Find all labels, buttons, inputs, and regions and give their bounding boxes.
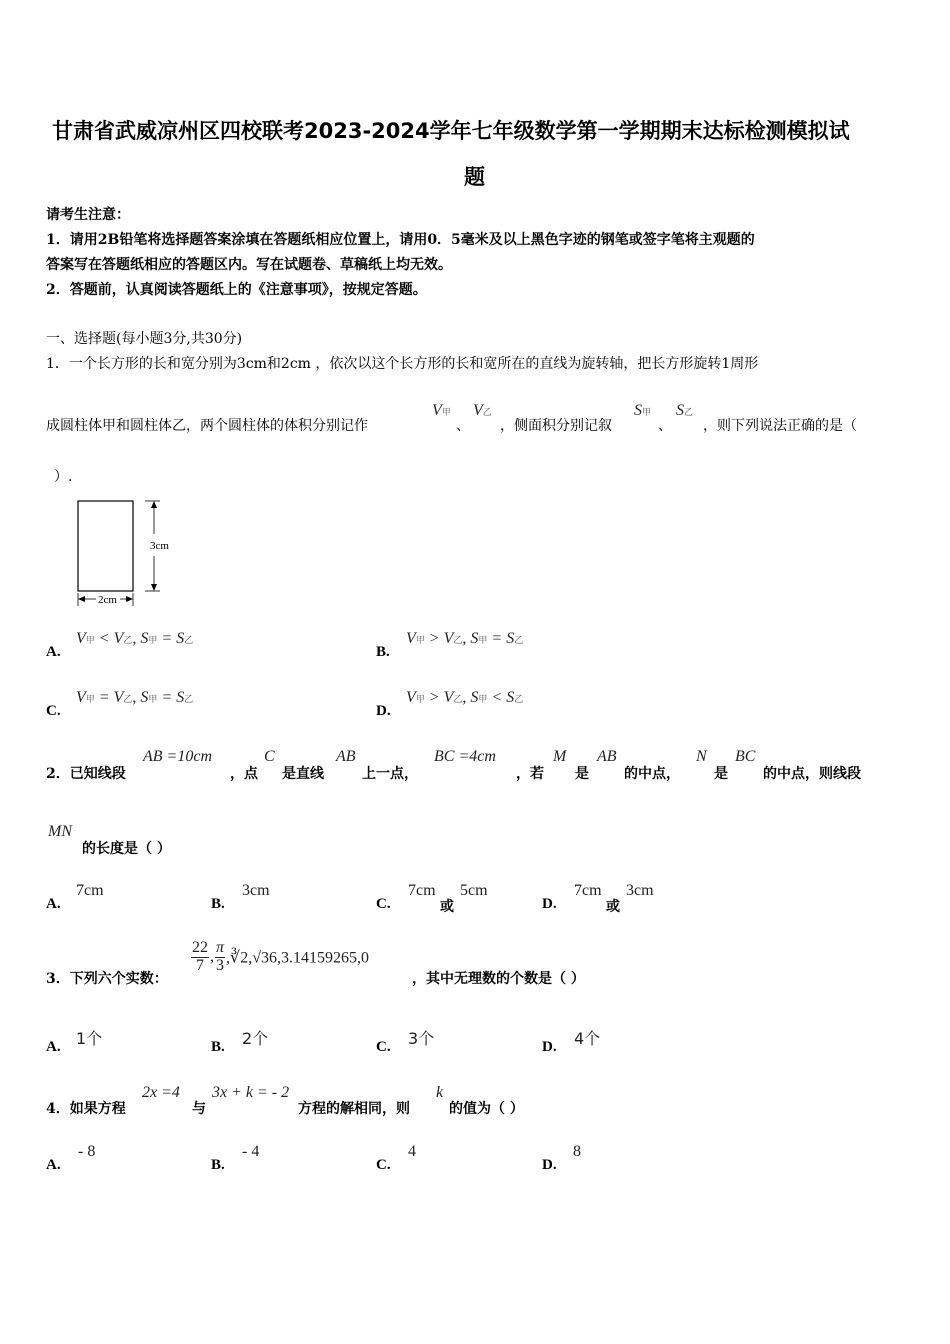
q4-option-d[interactable]: 8: [573, 1143, 581, 1160]
q2-option-d-label[interactable]: D.: [542, 896, 557, 912]
q1-s-jia: S甲: [634, 402, 652, 419]
q1-option-b-label[interactable]: B.: [376, 644, 390, 660]
q3-option-a-label[interactable]: A.: [46, 1039, 61, 1055]
notice-heading: 请考生注意：: [46, 207, 130, 223]
q2-math-ab2: AB: [336, 748, 356, 765]
q4-option-a[interactable]: - 8: [78, 1143, 96, 1160]
q1-stem-line1: 1．一个长方形的长和宽分别为3cm和2cm ，依次以这个长方形的长和宽所在的直线为旋转轴，把长方形旋转1周形: [46, 356, 759, 372]
q2-option-a-label[interactable]: A.: [46, 896, 61, 912]
q2-option-c-v2[interactable]: 5cm: [460, 882, 488, 899]
q2-stem-1: 2．已知线段: [46, 766, 126, 782]
section-heading: 一、选择题(每小题3分,共30分): [46, 331, 243, 347]
q1-option-b[interactable]: V甲 > V乙, S甲 = S乙: [406, 630, 524, 647]
q2-math-ab: AB =10cm: [143, 748, 212, 765]
q1-sep2: 、: [658, 418, 672, 434]
q2-stem-5: ，若: [516, 766, 544, 782]
q2-math-mn: MN: [48, 823, 72, 840]
q3-stem-2: ，其中无理数的个数是（ ）: [412, 971, 585, 987]
q4-stem-4: 的值为（ ）: [449, 1101, 524, 1117]
q4-option-d-label[interactable]: D.: [542, 1157, 557, 1173]
q2-option-c-label[interactable]: C.: [376, 896, 391, 912]
q1-stem-line3: ）.: [54, 469, 73, 485]
page-title-cont: 题: [464, 165, 485, 189]
q2-option-b[interactable]: 3cm: [242, 882, 270, 899]
q2-option-c-or: 或: [440, 899, 454, 915]
q2-math-bc: BC =4cm: [434, 748, 496, 765]
q4-option-c-label[interactable]: C.: [376, 1157, 391, 1173]
q2-math-c: C: [264, 748, 275, 765]
q4-stem-3: 方程的解相同，则: [298, 1101, 410, 1117]
q4-math-eq1: 2x =4: [142, 1084, 180, 1101]
q3-number-list: $\frac{22}{7}$ , $\frac{\pi}{3}$ ,∛2,√36,3.14159265,0: [192, 939, 369, 974]
q3-option-c[interactable]: 3个: [408, 1029, 435, 1048]
q1-option-c-label[interactable]: C.: [46, 703, 61, 719]
q2-math-bc2: BC: [735, 748, 756, 765]
q1-stem-line2b: ，侧面积分别记叙: [500, 418, 612, 434]
q1-option-a[interactable]: V甲 < V乙, S甲 = S乙: [76, 630, 194, 647]
q2-stem-4: 上一点，: [362, 766, 418, 782]
q2-option-c-v1[interactable]: 7cm: [408, 882, 436, 899]
q2-option-d-v1[interactable]: 7cm: [574, 882, 602, 899]
q2-stem-8: 是: [714, 766, 728, 782]
q4-option-b[interactable]: - 4: [242, 1143, 260, 1160]
q2-stem-9: 的中点，则线段: [763, 766, 861, 782]
q4-option-a-label[interactable]: A.: [46, 1157, 61, 1173]
q1-stem-line2a: 成圆柱体甲和圆柱体乙，两个圆柱体的体积分别记作: [46, 418, 368, 434]
page-title: 甘肃省武威凉州区四校联考2023-2024学年七年级数学第一学期期末达标检测模拟试: [52, 119, 850, 143]
rectangle-shape: [78, 501, 133, 591]
notice-item-1: 1．请用2B铅笔将选择题答案涂填在答题纸相应位置上，请用0．5毫米及以上黑色字迹的钢笔或签字笔将主观题的: [46, 232, 755, 248]
q3-option-d-label[interactable]: D.: [542, 1039, 557, 1055]
width-label: 2cm: [98, 594, 117, 606]
q3-option-b-label[interactable]: B.: [211, 1039, 225, 1055]
notice-item-2: 2．答题前，认真阅读答题纸上的《注意事项》，按规定答题。: [46, 282, 427, 298]
q2-stem-2: ，点: [230, 766, 258, 782]
q1-v-yi: V乙: [473, 402, 492, 419]
q2-option-d-v2[interactable]: 3cm: [626, 882, 654, 899]
q2-math-n: N: [696, 748, 707, 765]
q2-option-d-or: 或: [606, 899, 620, 915]
q3-option-a[interactable]: 1个: [76, 1029, 103, 1048]
q2-stem-10: 的长度是（ ）: [82, 841, 171, 857]
q1-stem-line2c: ，则下列说法正确的是（: [703, 418, 857, 434]
q1-rectangle-figure: [70, 496, 180, 608]
q4-option-b-label[interactable]: B.: [211, 1157, 225, 1173]
q4-stem-2: 与: [192, 1101, 206, 1117]
q1-option-a-label[interactable]: A.: [46, 644, 61, 660]
q4-option-c[interactable]: 4: [408, 1143, 416, 1160]
q4-math-eq2: 3x + k = - 2: [212, 1084, 290, 1101]
q2-stem-6: 是: [575, 766, 589, 782]
q2-stem-7: 的中点，: [624, 766, 680, 782]
q2-math-m: M: [553, 748, 567, 765]
q2-option-b-label[interactable]: B.: [211, 896, 225, 912]
q1-option-d-label[interactable]: D.: [376, 703, 391, 719]
height-label: 3cm: [150, 540, 169, 552]
q1-s-yi: S乙: [676, 402, 694, 419]
q2-stem-3: 是直线: [282, 766, 324, 782]
q3-option-d[interactable]: 4个: [574, 1029, 601, 1048]
q2-math-ab3: AB: [597, 748, 617, 765]
q1-option-d[interactable]: V甲 > V乙, S甲 < S乙: [406, 689, 524, 706]
q4-math-k: k: [436, 1084, 444, 1101]
notice-item-1-cont: 答案写在答题纸相应的答题区内。写在试题卷、草稿纸上均无效。: [46, 257, 452, 273]
q1-option-c[interactable]: V甲 = V乙, S甲 = S乙: [76, 689, 194, 706]
q4-stem-1: 4．如果方程: [46, 1101, 126, 1117]
q3-stem-1: 3．下列六个实数：: [46, 971, 168, 987]
q1-sep1: 、: [456, 418, 470, 434]
q2-option-a[interactable]: 7cm: [76, 882, 104, 899]
q3-option-b[interactable]: 2个: [242, 1029, 269, 1048]
q1-v-jia: V甲: [432, 402, 451, 419]
q3-option-c-label[interactable]: C.: [376, 1039, 391, 1055]
